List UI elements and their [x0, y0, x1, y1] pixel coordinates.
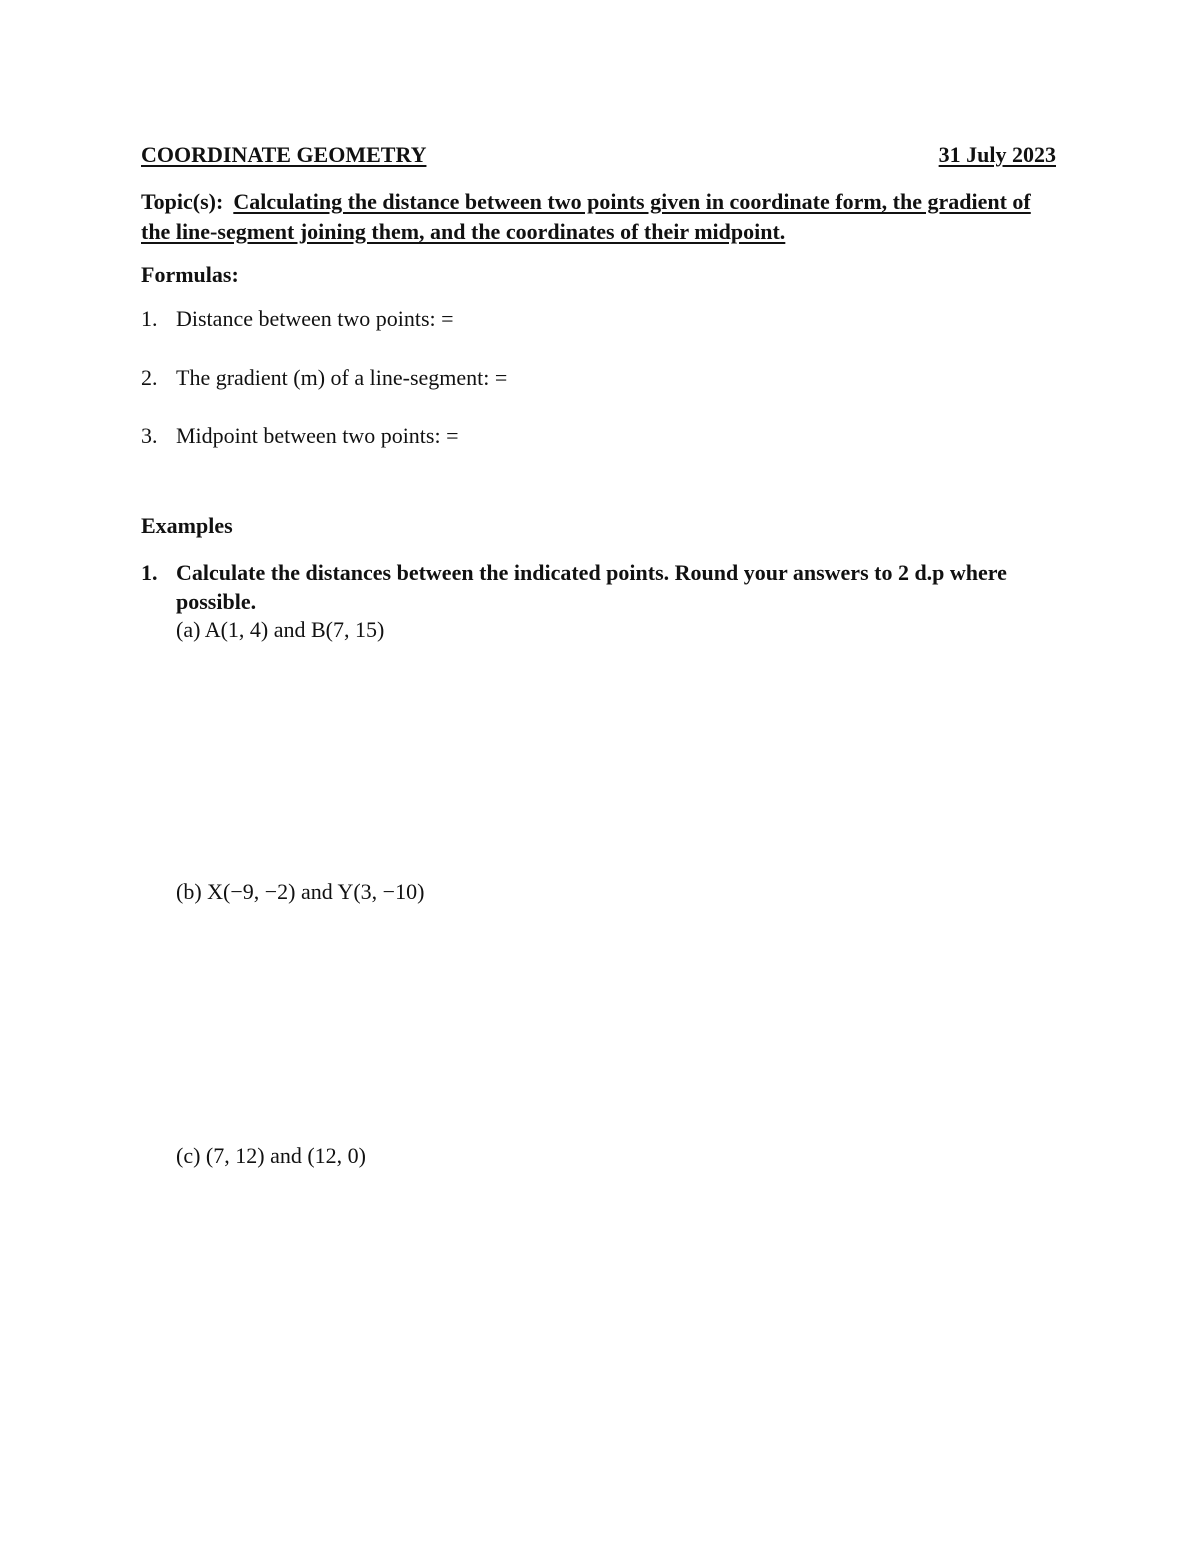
question-part-b: (b) X(−9, −2) and Y(3, −10): [176, 879, 425, 904]
topic-text: Calculating the distance between two points given in coordinate form, the gradient of the line-segment joining them, and the coordinates of their midpoint.: [141, 189, 1031, 244]
examples-heading: Examples: [141, 513, 233, 538]
formula-number: 3.: [141, 423, 158, 448]
formula-text: Distance between two points: =: [176, 306, 454, 331]
formula-text: Midpoint between two points: =: [176, 423, 459, 448]
formula-number: 1.: [141, 306, 158, 331]
worksheet-date: 31 July 2023: [938, 142, 1056, 167]
question-part-c: (c) (7, 12) and (12, 0): [176, 1143, 366, 1168]
question-1: [141, 558, 1041, 616]
worksheet-title: COORDINATE GEOMETRY: [141, 142, 427, 167]
formula-item-midpoint: [141, 423, 459, 449]
formula-item-distance: [141, 306, 454, 332]
question-number: 1.: [141, 560, 158, 585]
question-part-a: (a) A(1, 4) and B(7, 15): [176, 617, 385, 642]
formula-number: 2.: [141, 365, 158, 390]
topic-section: [141, 187, 1041, 247]
formula-text: The gradient (m) of a line-segment: =: [176, 365, 508, 390]
topic-label: Topic(s):: [141, 189, 224, 214]
formula-item-gradient: [141, 365, 507, 391]
formulas-heading: Formulas:: [141, 262, 239, 287]
question-text: Calculate the distances between the indicated points. Round your answers to 2 d.p where possible.: [176, 560, 1007, 614]
